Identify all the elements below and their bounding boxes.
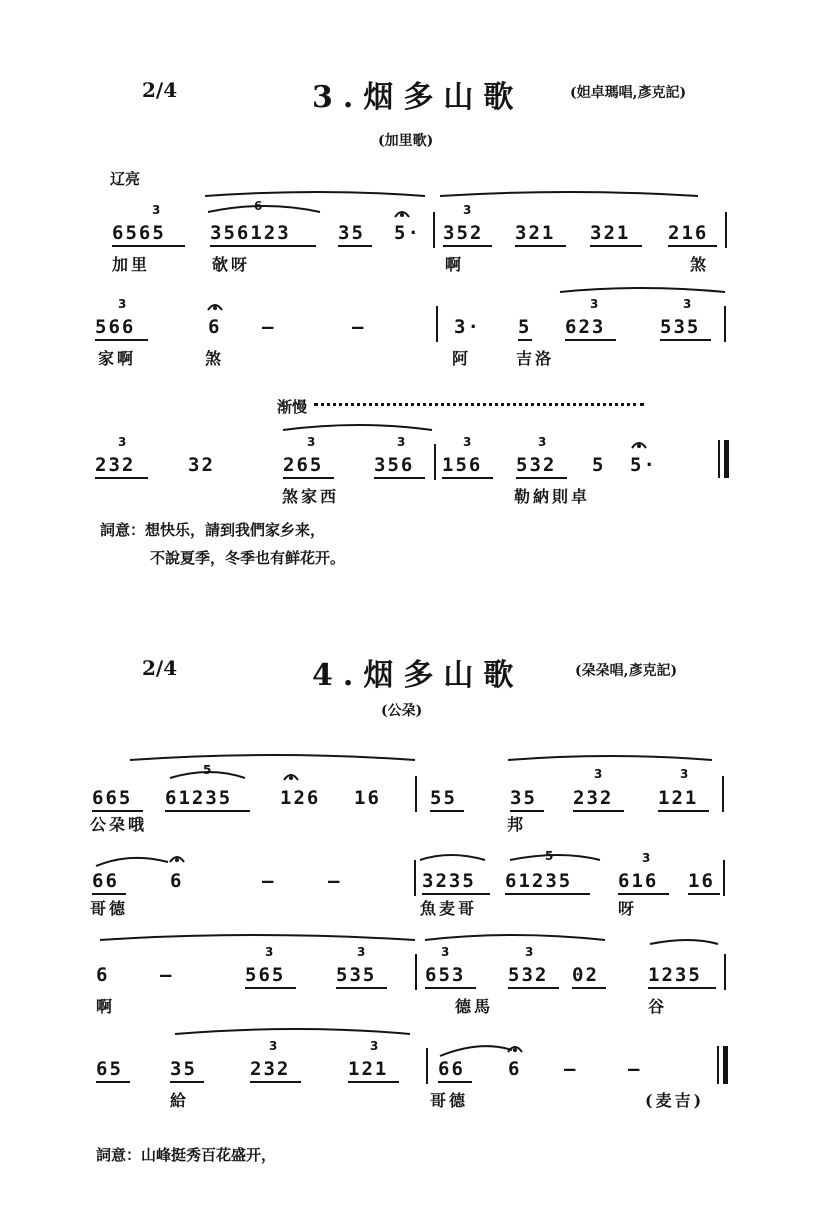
lyric-meaning-line: 不說夏季，冬季也有鲜花开。 [150, 549, 346, 567]
lyric: 邦 [507, 815, 527, 834]
note-group: — [262, 316, 276, 338]
song-title: 3.烟多山歌 [312, 80, 524, 115]
fermata-dots [175, 213, 641, 1052]
note-group: — [328, 870, 342, 892]
note-group: 356 [374, 454, 415, 476]
note-group: 156 [442, 454, 483, 476]
note-group: 232 [95, 454, 136, 476]
lyric: 呀 [618, 899, 638, 918]
svg-text:6: 6 [254, 199, 263, 213]
note-group: — [160, 964, 174, 986]
note-group: 3235 [422, 870, 476, 892]
lyric: 欹呀 [212, 255, 251, 274]
song-credit: (朶朶唱,彥克記) [575, 663, 678, 679]
slur-arcs [96, 192, 725, 1056]
note-group: 121 [348, 1058, 389, 1080]
svg-text:5: 5 [203, 763, 212, 777]
lyric: 哥德 [430, 1091, 469, 1110]
note-group: 66 [92, 870, 119, 892]
lyric: 家啊 [98, 349, 137, 368]
svg-text:3: 3 [152, 203, 161, 217]
note-group: 65 [96, 1058, 123, 1080]
note-group: 232 [573, 787, 614, 809]
lyric: 給 [170, 1091, 190, 1110]
note-group: 61235 [165, 787, 233, 809]
svg-text:3: 3 [370, 1039, 379, 1053]
svg-text:3: 3 [357, 945, 366, 959]
svg-text:3: 3 [590, 297, 599, 311]
note-group: 616 [618, 870, 659, 892]
note-group: 6 [508, 1058, 522, 1080]
note-group: 35 [170, 1058, 197, 1080]
lyric: 哥德 [90, 899, 129, 918]
note-group: — [628, 1058, 642, 1080]
note-group: 32 [188, 454, 215, 476]
svg-text:3: 3 [594, 767, 603, 781]
svg-text:3: 3 [307, 435, 316, 449]
note-group: 532 [516, 454, 557, 476]
lyric-meaning-line: 詞意：山峰挺秀百花盛开， [96, 1146, 277, 1164]
note-group: 3· [454, 316, 481, 338]
note-group: 5 [592, 454, 606, 476]
note-group: 565 [245, 964, 286, 986]
expression-marking: 辽亮 [110, 170, 141, 188]
note-group: 6565 [112, 222, 166, 244]
song-subtitle: (公朶) [381, 703, 423, 719]
note-group: 665 [92, 787, 133, 809]
note-group: 265 [283, 454, 324, 476]
note-group: 61235 [505, 870, 573, 892]
time-signature: 2/4 [142, 656, 178, 680]
note-group: 6 [208, 316, 222, 338]
song-subtitle: (加里歌) [378, 133, 434, 149]
svg-text:3: 3 [680, 767, 689, 781]
svg-text:3: 3 [538, 435, 547, 449]
note-group: 6 [96, 964, 110, 986]
beam-underlines [92, 246, 720, 1082]
lyric: 煞 [205, 349, 225, 368]
note-group: 16 [688, 870, 715, 892]
note-group: 5· [394, 222, 421, 244]
time-signature: 2/4 [142, 78, 178, 102]
lyric: 谷 [648, 997, 668, 1016]
lyric: 阿 [452, 349, 472, 368]
triplet-marks [118, 199, 691, 1053]
svg-text:3: 3 [265, 945, 274, 959]
song-title: 4.烟多山歌 [312, 658, 524, 693]
note-group: 535 [660, 316, 701, 338]
svg-text:3: 3 [683, 297, 692, 311]
svg-text:3: 3 [397, 435, 406, 449]
svg-text:3: 3 [463, 435, 472, 449]
fermata-marks [170, 212, 646, 1052]
note-group: 232 [250, 1058, 291, 1080]
note-group: 02 [572, 964, 599, 986]
lyric: 煞 [690, 255, 710, 274]
svg-text:3: 3 [441, 945, 450, 959]
svg-text:3: 3 [118, 435, 127, 449]
note-group: 1235 [648, 964, 702, 986]
note-group: 55 [430, 787, 457, 809]
note-group: 566 [95, 316, 136, 338]
note-group: — [564, 1058, 578, 1080]
lyric: 啊 [96, 997, 116, 1016]
note-group: 121 [658, 787, 699, 809]
note-group: 535 [336, 964, 377, 986]
svg-text:3: 3 [269, 1039, 278, 1053]
note-group: 653 [425, 964, 466, 986]
note-group: 321 [590, 222, 631, 244]
note-group: 623 [565, 316, 606, 338]
lyric: 吉洛 [516, 349, 555, 368]
lyric: 公朶哦 [90, 815, 148, 834]
svg-text:5: 5 [545, 849, 554, 863]
note-group: — [262, 870, 276, 892]
lyric: 德馬 [455, 997, 494, 1016]
svg-text:3: 3 [642, 851, 651, 865]
note-group: 66 [438, 1058, 465, 1080]
lyric: 煞家西 [282, 487, 340, 506]
note-group: 5 [518, 316, 532, 338]
note-group: 532 [508, 964, 549, 986]
note-group: 16 [354, 787, 381, 809]
lyric-meaning-line: 詞意：想快乐，請到我們家乡来， [100, 521, 326, 539]
note-group: 35 [510, 787, 537, 809]
note-group: 6 [170, 870, 184, 892]
svg-text:3: 3 [118, 297, 127, 311]
lyric: 啊 [445, 255, 465, 274]
note-group: 352 [443, 222, 484, 244]
note-group: 126 [280, 787, 321, 809]
svg-text:3: 3 [525, 945, 534, 959]
note-group: — [352, 316, 366, 338]
note-group: 35 [338, 222, 365, 244]
lyric: 勒納則卓 [514, 487, 591, 506]
svg-text:3: 3 [463, 203, 472, 217]
lyric: 魚麦哥 [420, 899, 478, 918]
tempo-marking: 渐慢 [277, 398, 308, 416]
song-credit: (妲卓瑪唱,彥克記) [570, 85, 687, 101]
note-group: 321 [515, 222, 556, 244]
ending-word: (麦吉) [645, 1091, 705, 1110]
note-group: 5· [630, 454, 657, 476]
lyric: 加里 [112, 255, 151, 274]
note-group: 216 [668, 222, 709, 244]
note-group: 356123 [210, 222, 291, 244]
